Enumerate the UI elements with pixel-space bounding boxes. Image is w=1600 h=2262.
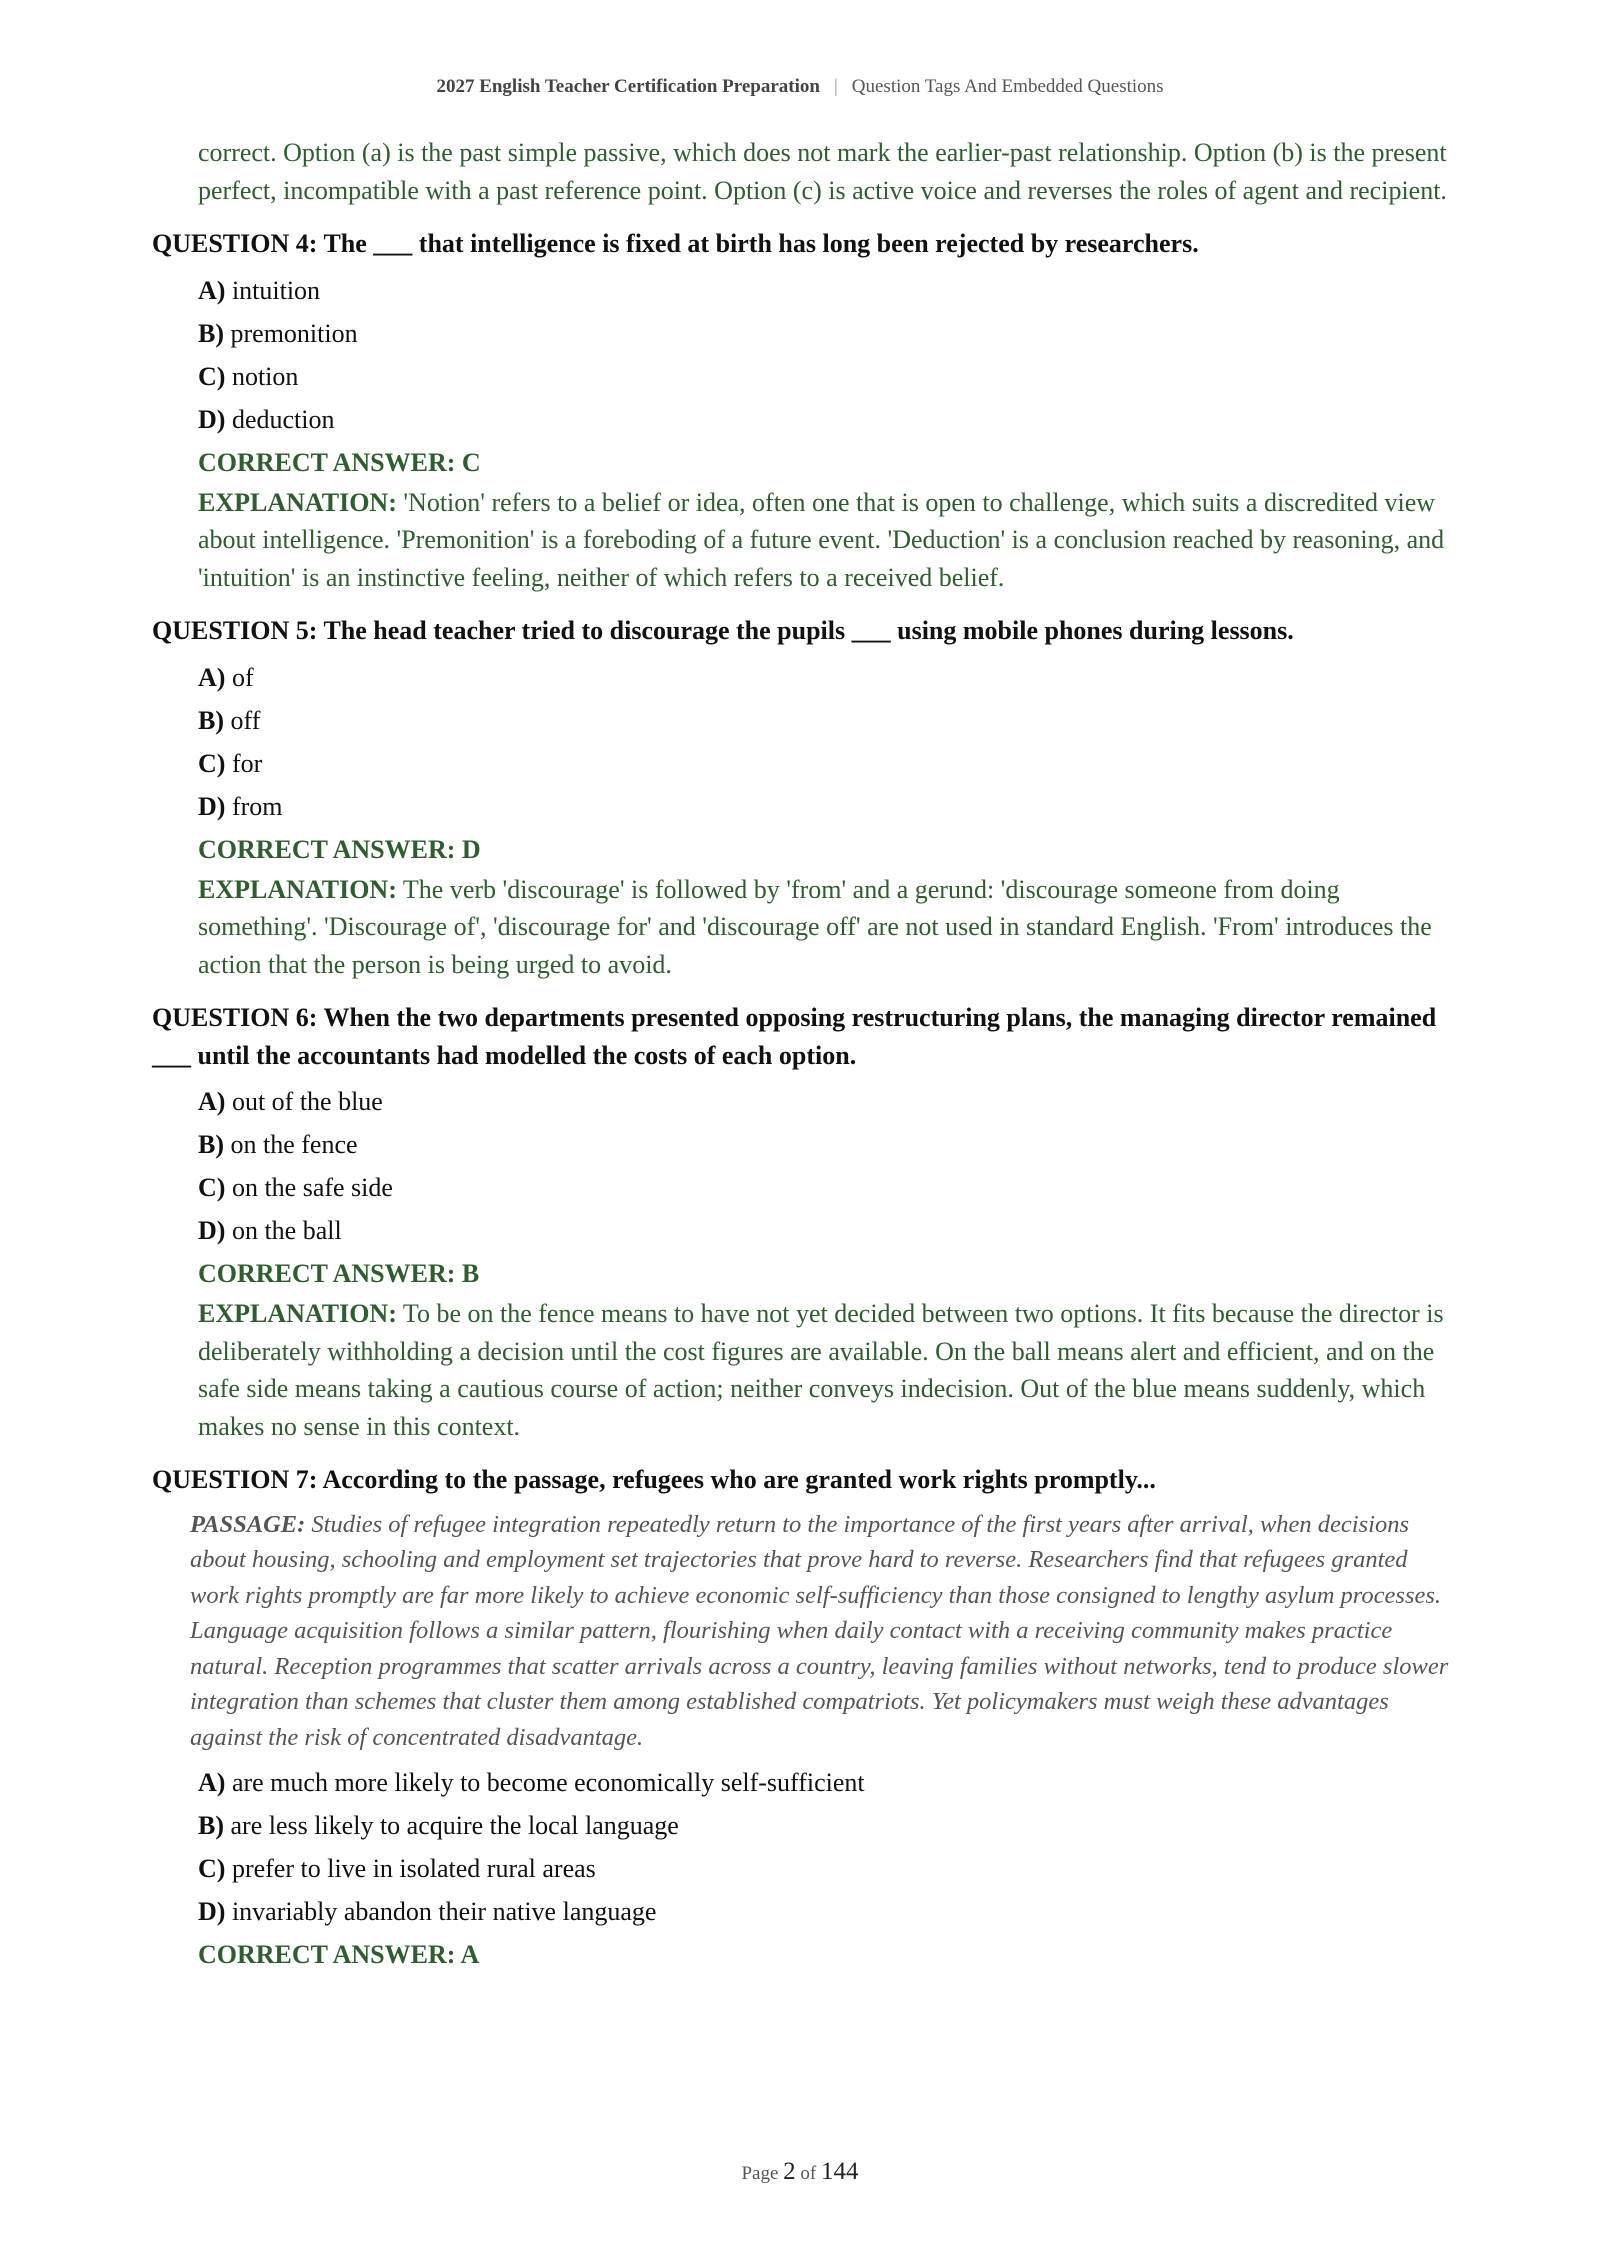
option-c <box>198 1847 1452 1890</box>
option-letter: D) <box>198 791 226 821</box>
option-text: off <box>230 705 261 735</box>
option-text: prefer to live in isolated rural areas <box>231 1854 596 1883</box>
option-list <box>198 1761 1452 1933</box>
option-text: are much more likely to become economically self-sufficient <box>231 1768 865 1797</box>
option-text: for <box>231 748 263 778</box>
explanation-label: EXPLANATION: <box>198 487 397 517</box>
explanation-text: The verb 'discourage' is followed by 'from' and a gerund: 'discourage someone from doing something'. 'Discourage of', 'discourage for' and 'discourage off' are not used in standard English. 'From' introduces the action that the person is being urged to avoid. <box>198 874 1432 979</box>
option-letter: A) <box>198 1768 226 1797</box>
option-text: notion <box>231 361 299 391</box>
header-title: 2027 English Teacher Certification Preparation <box>436 76 820 97</box>
explanation-label: EXPLANATION: <box>198 874 397 904</box>
option-text: of <box>231 662 254 692</box>
option-text: on the fence <box>230 1130 358 1159</box>
correct-answer: CORRECT ANSWER: A <box>198 1940 480 1969</box>
question-title: QUESTION 4: The ___ that intelligence is fixed at birth has long been rejected by researchers. <box>152 229 1199 258</box>
option-b <box>198 1123 1452 1166</box>
option-letter: C) <box>198 361 226 391</box>
explanation-text: 'Notion' refers to a belief or idea, often one that is open to challenge, which suits a discredited view about intelligence. 'Premonition' is a foreboding of a future event. 'Deduction' is a conclusion reached by reasoning, and 'intuition' is an instinctive feeling, neither of which refers to a received belief. <box>198 487 1445 592</box>
option-a <box>198 269 1452 312</box>
option-d <box>198 398 1452 441</box>
correct-answer: CORRECT ANSWER: B <box>198 1259 480 1288</box>
option-list <box>198 656 1452 828</box>
option-text: intuition <box>231 275 321 305</box>
option-list <box>198 1080 1452 1252</box>
question-title: QUESTION 7: According to the passage, refugees who are granted work rights promptly... <box>152 1465 1156 1494</box>
option-letter: C) <box>198 1854 226 1883</box>
option-text: invariably abandon their native language <box>231 1897 657 1926</box>
question-6 <box>152 999 1452 1445</box>
explanation <box>198 484 1452 597</box>
option-d <box>198 1890 1452 1933</box>
page-content <box>152 134 1452 1976</box>
option-text: premonition <box>230 318 358 348</box>
explanation <box>198 871 1452 984</box>
option-c <box>198 742 1452 785</box>
option-letter: A) <box>198 1087 226 1116</box>
option-text: from <box>231 791 283 821</box>
option-letter: B) <box>198 318 224 348</box>
correct-answer: CORRECT ANSWER: D <box>198 834 481 864</box>
option-a <box>198 1080 1452 1123</box>
of-word: of <box>800 2163 817 2184</box>
option-letter: D) <box>198 1897 226 1926</box>
explanation <box>198 1295 1452 1445</box>
correct-answer: CORRECT ANSWER: C <box>198 447 481 477</box>
option-a <box>198 1761 1452 1804</box>
header-subtitle: Question Tags And Embedded Questions <box>851 76 1164 97</box>
option-text: on the safe side <box>231 1173 393 1202</box>
option-letter: D) <box>198 404 226 434</box>
explanation-text: To be on the fence means to have not yet decided between two options. It fits because the director is deliberately withholding a decision until the cost figures are available. On the ball means alert and efficient, and on the safe side means taking a cautious course of action; neither conveys indecision. Out of the blue means suddenly, which makes no sense in this context. <box>198 1299 1444 1441</box>
option-d <box>198 785 1452 828</box>
option-text: deduction <box>231 404 335 434</box>
explanation-label: EXPLANATION: <box>198 1299 397 1328</box>
passage-text: Studies of refugee integration repeatedly return to the importance of the first years after arrival, when decisions about housing, schooling and employment set trajectories that prove hard to reverse. Researchers find that refugees granted work rights promptly are far more likely to achieve economic self-sufficiency than those consigned to lengthy asylum processes. Language acquisition follows a similar pattern, flourishing when daily contact with a receiving community makes practice natural. Reception programmes that scatter arrivals across a country, leaving families without networks, tend to produce slower integration than schemes that cluster them among established compatriots. Yet policymakers must weigh these advantages against the risk of concentrated disadvantage. <box>190 1510 1449 1751</box>
option-list <box>198 269 1452 441</box>
option-a <box>198 656 1452 699</box>
running-header <box>0 76 1600 98</box>
option-text: are less likely to acquire the local language <box>230 1811 679 1840</box>
question-5 <box>152 612 1452 983</box>
option-b <box>198 1804 1452 1847</box>
option-letter: B) <box>198 705 224 735</box>
option-letter: B) <box>198 1811 224 1840</box>
passage-label: PASSAGE: <box>190 1510 306 1538</box>
option-letter: A) <box>198 662 226 692</box>
page-word: Page <box>741 2163 779 2184</box>
option-d <box>198 1209 1452 1252</box>
option-c <box>198 1166 1452 1209</box>
reading-passage <box>190 1507 1452 1756</box>
question-title: QUESTION 5: The head teacher tried to discourage the pupils ___ using mobile phones during lessons. <box>152 616 1294 645</box>
explanation-continuation: correct. Option (a) is the past simple passive, which does not mark the earlier-past relationship. Option (b) is the present perfect, incompatible with a past reference point. Option (c) is active voice and reverses the roles of agent and recipient. <box>198 138 1447 205</box>
question-7 <box>152 1461 1452 1976</box>
option-text: on the ball <box>231 1216 342 1245</box>
option-b <box>198 312 1452 355</box>
option-letter: A) <box>198 275 226 305</box>
option-text: out of the blue <box>231 1087 383 1116</box>
option-letter: B) <box>198 1130 224 1159</box>
option-letter: C) <box>198 748 226 778</box>
option-letter: D) <box>198 1216 226 1245</box>
header-separator: | <box>833 76 838 97</box>
page-footer <box>0 2158 1600 2186</box>
option-b <box>198 699 1452 742</box>
option-c <box>198 355 1452 398</box>
page-number: 2 <box>783 2158 796 2185</box>
option-letter: C) <box>198 1173 226 1202</box>
total-pages: 144 <box>821 2158 859 2185</box>
question-4 <box>152 225 1452 596</box>
question-title: QUESTION 6: When the two departments presented opposing restructuring plans, the managing director remained ___ until the accountants had modelled the costs of each option. <box>152 1003 1437 1070</box>
